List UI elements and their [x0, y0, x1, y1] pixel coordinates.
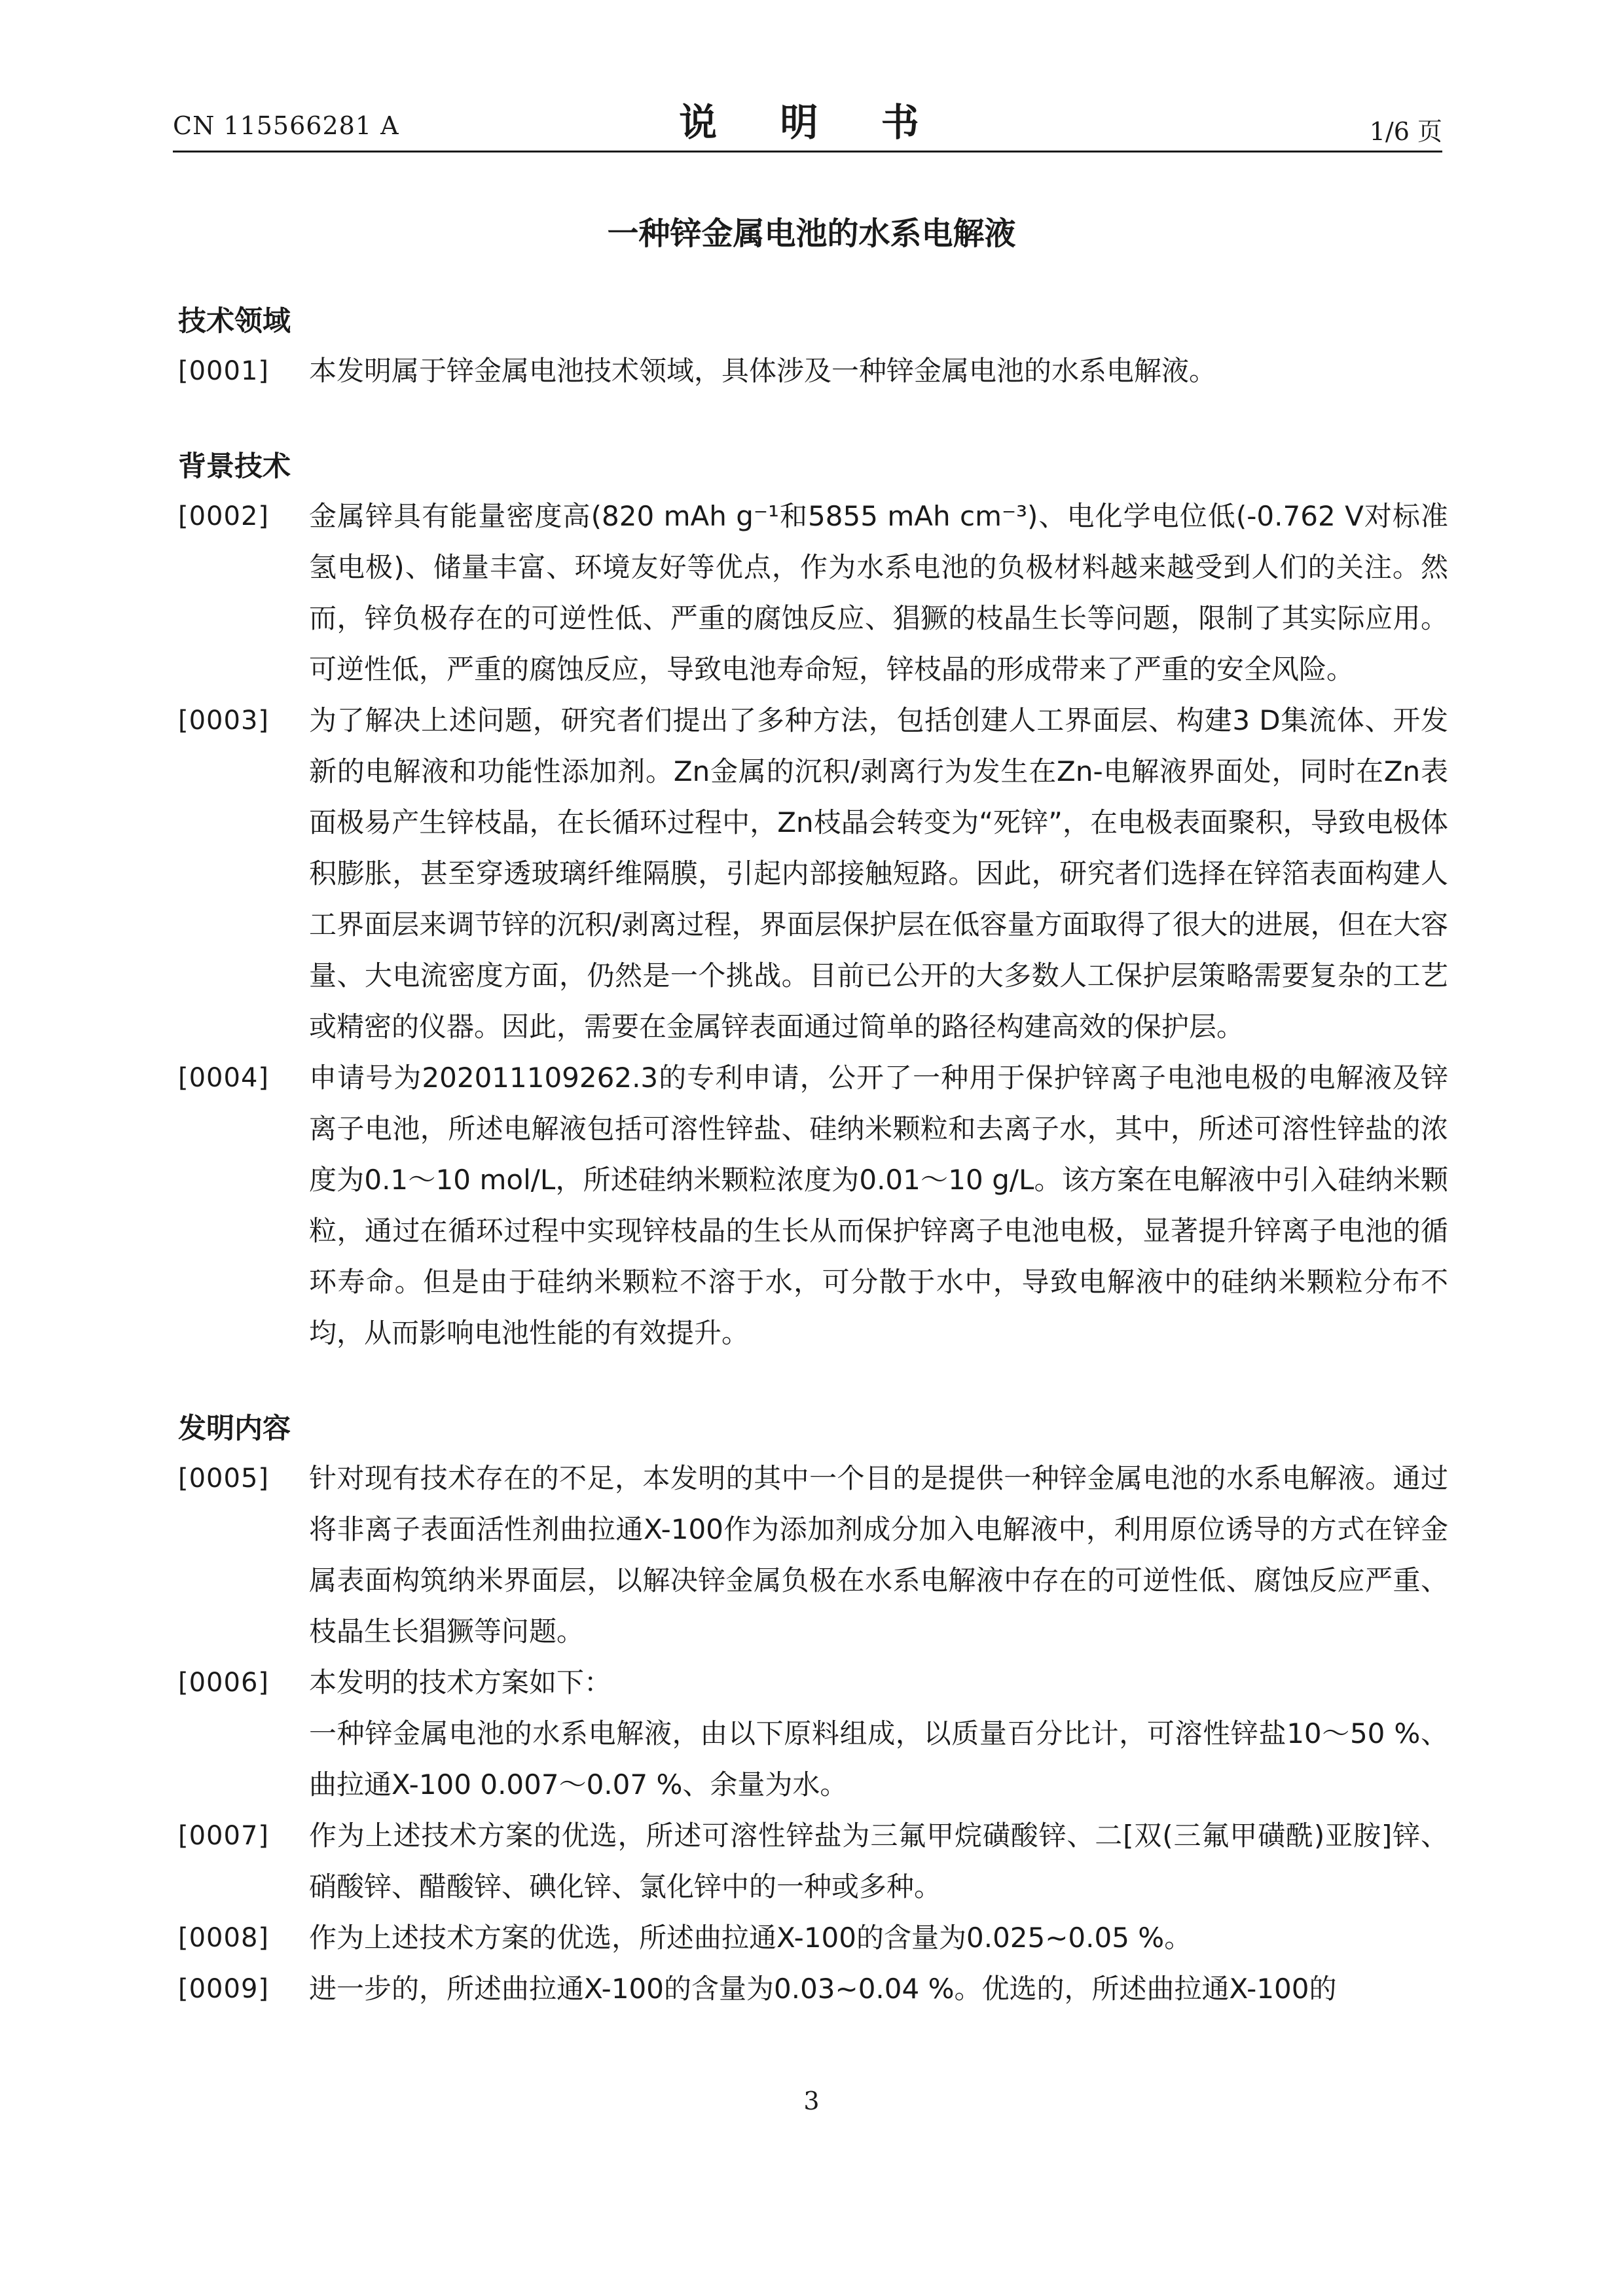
- paragraph-number: [0008]: [178, 1923, 270, 1953]
- paragraph-0006-continued: [178, 1708, 1448, 1810]
- paragraph-text: 金属锌具有能量密度高(820 mAh g⁻¹和5855 mAh cm⁻³)、电化学电位低(-0.762 V对标准氢电极)、储量丰富、环境友好等优点，作为水系电池的负极材料越来越受到人们的关注。然而，锌负极存在的可逆性低、严重的腐蚀反应、猖獗的枝晶生长等问题，限制了其实际应用。可逆性低，严重的腐蚀反应，导致电池寿命短，锌枝晶的形成带来了严重的安全风险。: [309, 500, 1448, 685]
- section-gap: [178, 1359, 1448, 1406]
- document-body: [178, 298, 1448, 2015]
- paragraph-0006: [178, 1657, 1448, 1708]
- paragraph-text: 本发明属于锌金属电池技术领域，具体涉及一种锌金属电池的水系电解液。: [309, 355, 1217, 387]
- section-heading-summary: 发明内容: [178, 1412, 291, 1445]
- paragraph-number: [0003]: [178, 706, 270, 736]
- paragraph-number: [0005]: [178, 1463, 270, 1494]
- header-divider: [173, 151, 1442, 152]
- paragraph-0008: [178, 1912, 1448, 1964]
- section-heading-technical-field: 技术领域: [178, 305, 291, 338]
- paragraph-text: 作为上述技术方案的优选，所述可溶性锌盐为三氟甲烷磺酸锌、二[双(三氟甲磺酰)亚胺]锌、硝酸锌、醋酸锌、碘化锌、氯化锌中的一种或多种。: [309, 1820, 1448, 1903]
- paragraph-0009: [178, 1964, 1448, 2015]
- paragraph-text: 进一步的，所述曲拉通X-100的含量为0.03~0.04 %。优选的，所述曲拉通X-100的: [309, 1973, 1337, 2005]
- page-number: 3: [803, 2087, 820, 2115]
- section-gap: [178, 397, 1448, 444]
- paragraph-text: 本发明的技术方案如下：: [309, 1666, 612, 1698]
- publication-number: CN 115566281 A: [173, 111, 399, 140]
- section-heading-background: 背景技术: [178, 450, 291, 483]
- paragraph-0002: [178, 491, 1448, 695]
- paragraph-number: [0009]: [178, 1974, 270, 2004]
- paragraph-0007: [178, 1810, 1448, 1912]
- paragraph-number: [0004]: [178, 1063, 270, 1093]
- paragraph-number: [0002]: [178, 501, 270, 531]
- page-info: 1/6 页: [1369, 117, 1442, 146]
- paragraph-0005: [178, 1453, 1448, 1657]
- paragraph-number: [0006]: [178, 1668, 270, 1698]
- paragraph-0003: [178, 695, 1448, 1052]
- paragraph-text: 一种锌金属电池的水系电解液，由以下原料组成，以质量百分比计，可溶性锌盐10～50 %、曲拉通X-100 0.007～0.07 %、余量为水。: [309, 1717, 1448, 1801]
- paragraph-0004: [178, 1052, 1448, 1359]
- paragraph-number: [0001]: [178, 356, 270, 386]
- paragraph-number: [0007]: [178, 1821, 270, 1851]
- paragraph-0001: [178, 346, 1448, 397]
- header-title: 说 明 书: [679, 100, 944, 145]
- paragraph-text: 针对现有技术存在的不足，本发明的其中一个目的是提供一种锌金属电池的水系电解液。通过将非离子表面活性剂曲拉通X-100作为添加剂成分加入电解液中，利用原位诱导的方式在锌金属表面构筑纳米界面层，以解决锌金属负极在水系电解液中存在的可逆性低、腐蚀反应严重、枝晶生长猖獗等问题。: [309, 1462, 1448, 1647]
- paragraph-text: 为了解决上述问题，研究者们提出了多种方法，包括创建人工界面层、构建3 D集流体、开发新的电解液和功能性添加剂。Zn金属的沉积/剥离行为发生在Zn-电解液界面处，同时在Zn表面极易产生锌枝晶，在长循环过程中，Zn枝晶会转变为“死锌”，在电极表面聚积，导致电极体积膨胀，甚至穿透玻璃纤维隔膜，引起内部接触短路。因此，研究者们选择在锌箔表面构建人工界面层来调节锌的沉积/剥离过程，界面层保护层在低容量方面取得了很大的进展，但在大容量、大电流密度方面，仍然是一个挑战。目前已公开的大多数人工保护层策略需要复杂的工艺或精密的仪器。因此，需要在金属锌表面通过简单的路径构建高效的保护层。: [309, 704, 1448, 1043]
- paragraph-text: 作为上述技术方案的优选，所述曲拉通X-100的含量为0.025~0.05 %。: [309, 1922, 1192, 1954]
- paragraph-text: 申请号为202011109262.3的专利申请，公开了一种用于保护锌离子电池电极的电解液及锌离子电池，所述电解液包括可溶性锌盐、硅纳米颗粒和去离子水，其中，所述可溶性锌盐的浓度为0.1～10 mol/L，所述硅纳米颗粒浓度为0.01～10 g/L。该方案在电解液中引入硅纳米颗粒，通过在循环过程中实现锌枝晶的生长从而保护锌离子电池电极，显著提升锌离子电池的循环寿命。但是由于硅纳米颗粒不溶于水，可分散于水中，导致电解液中的硅纳米颗粒分布不均，从而影响电池性能的有效提升。: [309, 1062, 1448, 1349]
- document-title: 一种锌金属电池的水系电解液: [607, 215, 1016, 252]
